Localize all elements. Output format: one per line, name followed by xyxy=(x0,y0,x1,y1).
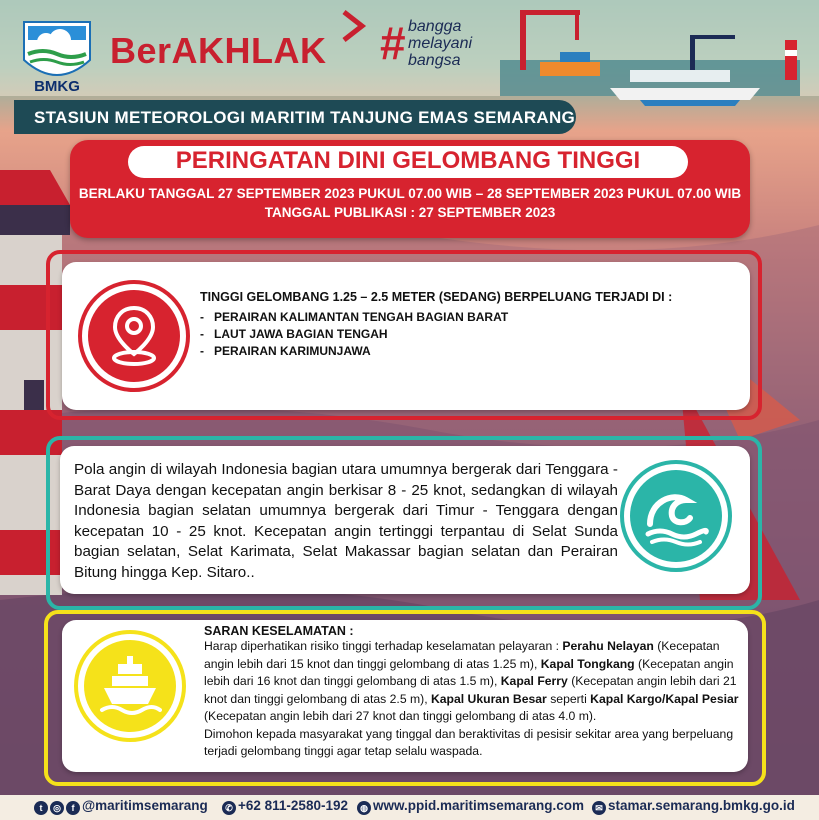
location-pin-icon xyxy=(104,302,164,368)
safety-closing: Dimohon kepada masyarakat yang tinggal dan beraktivitas di pesisir sekitar area yang berpeluang terjadi gelombang tinggi agar tetap selalu waspada. xyxy=(204,726,734,758)
tagline-hash: # xyxy=(380,17,406,69)
twitter-icon: t xyxy=(34,801,48,815)
instagram-icon: ◎ xyxy=(50,801,64,815)
tagline-line-3: bangsa xyxy=(408,52,461,69)
area-name: PERAIRAN KALIMANTAN TENGAH BAGIAN BARAT xyxy=(214,310,509,324)
wind-pattern-text: Pola angin di wilayah Indonesia bagian utara umumnya bergerak dari Tenggara - Barat Daya dengan kecepatan angin berkisar 8 - 25 knot, sedangkan di wilayah Indonesia bagian selatan umumnya bergerak dari Timur - Tenggara dengan kecepatan 10 - 25 knot. Kecepatan angin tertinggi terpantau di Selat Sunda bagian selatan, Selat Karimata, Selat Makassar bagian selatan dan Perairan Bitung hingga Kep. Sitaro.. xyxy=(74,461,618,581)
warning-title: PERINGATAN DINI GELOMBANG TINGGI xyxy=(175,147,641,174)
area-name: LAUT JAWA BAGIAN TENGAH xyxy=(214,327,388,341)
vessel-fishing-boat-desc: (Kecepatan angin lebih dari 15 knot dan tinggi gelombang di atas 1.25 m), xyxy=(204,639,720,671)
ship-icon xyxy=(98,652,162,720)
berakhlak-brand: BerAKHLAK xyxy=(110,30,327,71)
station-name: STASIUN METEOROLOGI MARITIM TANJUNG EMAS SEMARANG xyxy=(34,108,576,127)
safety-heading: SARAN KESELAMATAN : xyxy=(204,624,354,638)
list-item: - PERAIRAN KARIMUNJAWA xyxy=(200,344,371,358)
tagline-line-2: melayani xyxy=(408,35,473,52)
tagline-line-1: bangga xyxy=(408,18,462,35)
vessel-ferry: Kapal Ferry xyxy=(500,674,568,688)
email-address: stamar.semarang.bmkg.go.id xyxy=(608,798,795,813)
safety-intro: Harap diperhatikan risiko tinggi terhadap keselamatan pelayaran : xyxy=(204,639,563,653)
whatsapp-icon: ✆ xyxy=(222,801,236,815)
area-name: PERAIRAN KARIMUNJAWA xyxy=(214,344,371,358)
vessel-large-examples: Kapal Kargo/Kapal Pesiar xyxy=(590,691,739,706)
facebook-icon: f xyxy=(66,801,80,815)
vessel-large-mid: seperti xyxy=(546,691,591,706)
safety-advice xyxy=(204,638,744,761)
vessel-ferry-desc: (Kecepatan angin lebih dari 21 knot dan tinggi gelombang di atas 2.5 m), xyxy=(204,674,737,706)
wave-icon xyxy=(642,484,710,548)
footer-website[interactable] xyxy=(357,798,584,815)
globe-icon: ◍ xyxy=(357,801,371,815)
footer-email[interactable] xyxy=(592,798,795,815)
footer-phone[interactable] xyxy=(222,798,348,815)
wave-height-heading: TINGGI GELOMBANG 1.25 – 2.5 METER (SEDANG) BERPELUANG TERJADI DI : xyxy=(200,290,673,304)
phone-number: +62 811-2580-192 xyxy=(238,798,348,813)
validity-period: BERLAKU TANGGAL 27 SEPTEMBER 2023 PUKUL 07.00 WIB – 28 SEPTEMBER 2023 PUKUL 07.00 WIB xyxy=(78,186,742,201)
vessel-fishing-boat: Perahu Nelayan xyxy=(562,639,654,653)
list-item: - LAUT JAWA BAGIAN TENGAH xyxy=(200,327,388,341)
publication-date: TANGGAL PUBLIKASI : 27 SEPTEMBER 2023 xyxy=(264,205,556,220)
footer-social[interactable] xyxy=(34,798,208,815)
list-item: - PERAIRAN KALIMANTAN TENGAH BAGIAN BARAT xyxy=(200,310,509,324)
vessel-barge-desc: (Kecepatan angin lebih dari 16 knot dan tinggi gelombang di atas 1.5 m), xyxy=(204,656,734,688)
logo-label: BMKG xyxy=(34,78,80,95)
affected-areas-list xyxy=(200,310,508,361)
brand-chevron-icon xyxy=(340,8,370,44)
vessel-barge: Kapal Tongkang xyxy=(540,656,635,671)
vessel-large-desc: (Kecepatan angin lebih dari 27 knot dan tinggi gelombang di atas 4.0 m). xyxy=(204,709,597,723)
vessel-large: Kapal Ukuran Besar xyxy=(430,691,547,706)
website-url: www.ppid.maritimsemarang.com xyxy=(373,798,585,813)
social-handle: @maritimsemarang xyxy=(82,798,208,813)
email-icon: ✉ xyxy=(592,801,606,815)
